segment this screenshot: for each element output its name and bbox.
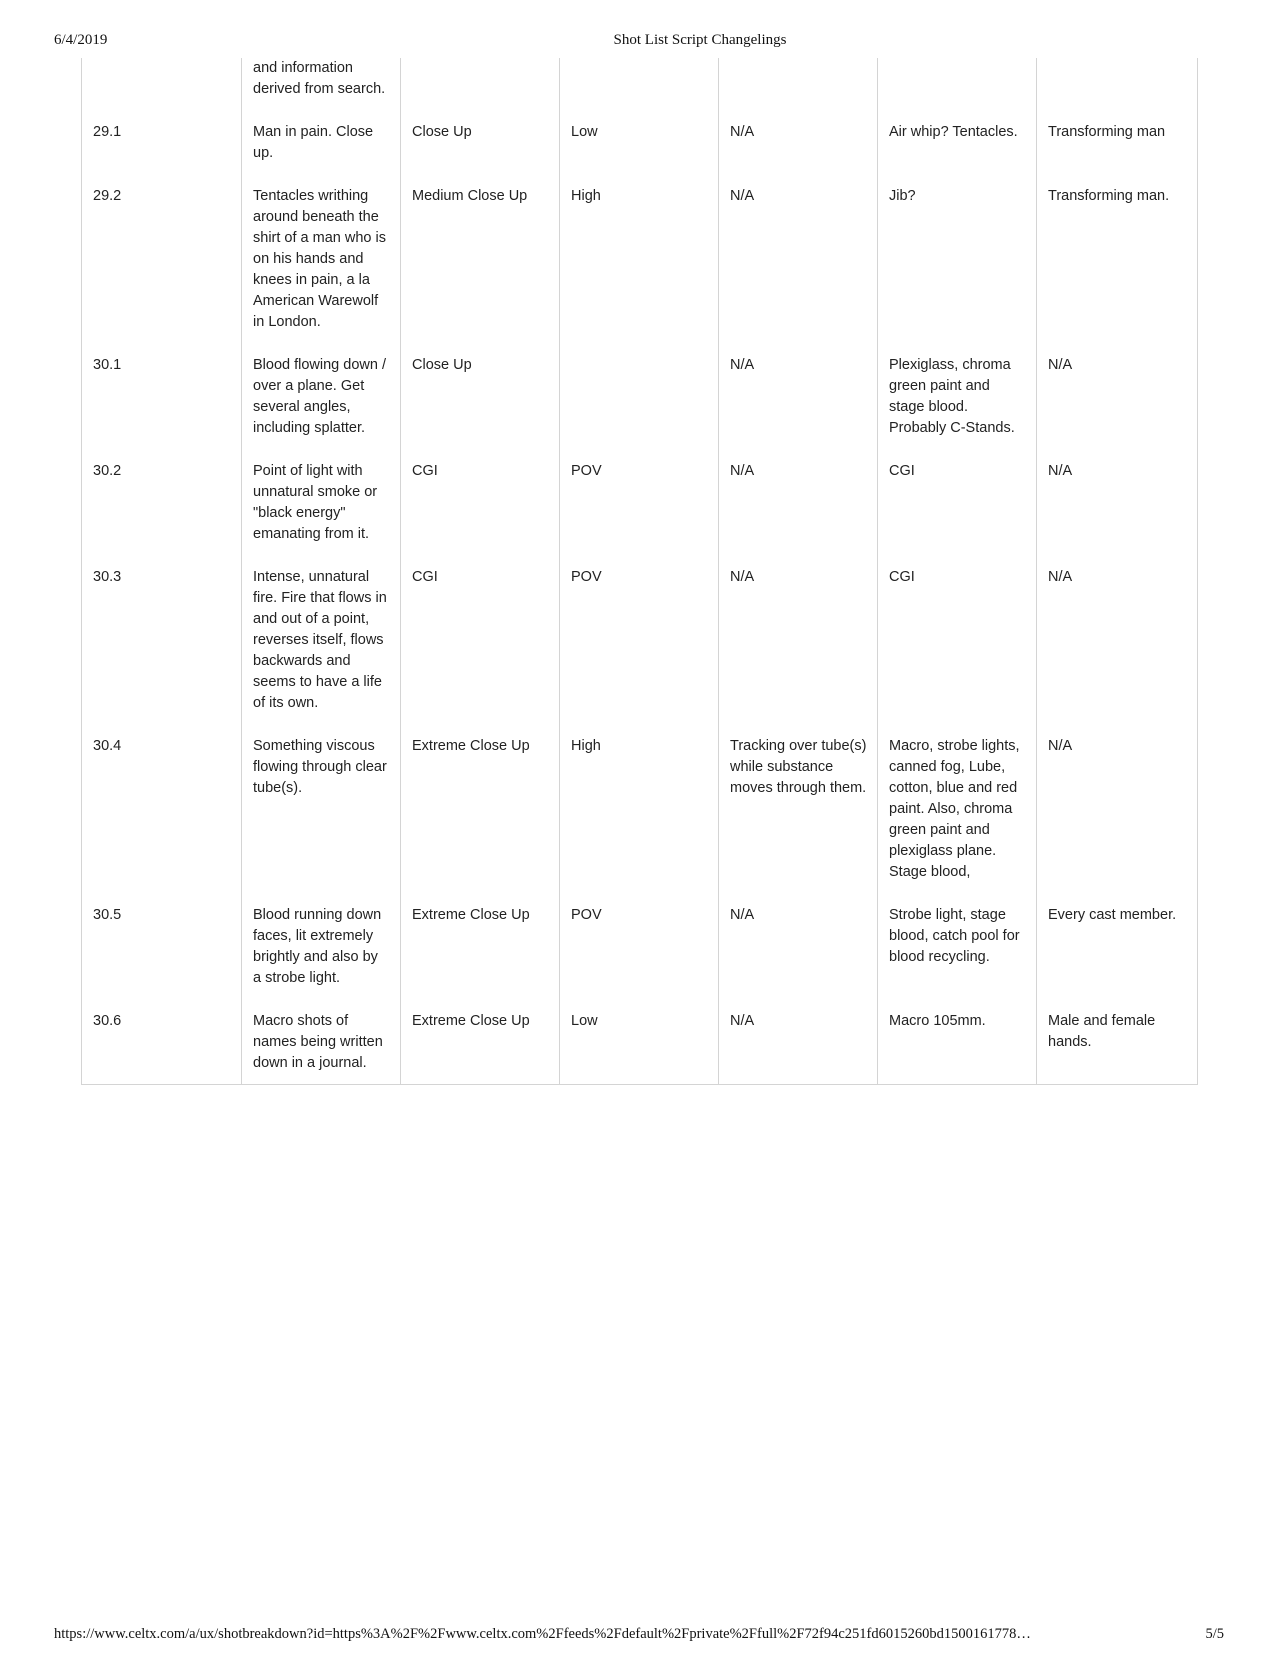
movement-cell: N/A <box>719 118 878 182</box>
shot-number-cell: 30.6 <box>82 1007 242 1085</box>
movement-cell: N/A <box>719 457 878 563</box>
cast-cell: N/A <box>1037 457 1198 563</box>
cast-cell: N/A <box>1037 732 1198 901</box>
table-row <box>82 351 1198 457</box>
equipment-cell <box>878 58 1037 118</box>
print-source-url: https://www.celtx.com/a/ux/shotbreakdown?id=https%3A%2F%2Fwww.celtx.com%2Ffeeds%2Fdefault%2Fprivate%2Ffull%2F72f94c251fd6015260bd1500161778… <box>54 1626 1031 1642</box>
movement-cell: N/A <box>719 182 878 351</box>
camera-angle-cell: High <box>560 732 719 901</box>
equipment-cell: Jib? <box>878 182 1037 351</box>
cast-cell: N/A <box>1037 563 1198 732</box>
shot-size-cell: Close Up <box>401 351 560 457</box>
description-cell: and information derived from search. <box>242 58 401 118</box>
table-row-continuation <box>82 58 1198 118</box>
cast-cell <box>1037 58 1198 118</box>
table-row <box>82 563 1198 732</box>
equipment-cell: Macro, strobe lights, canned fog, Lube, cotton, blue and red paint. Also, chroma green paint and plexiglass plane. Stage blood, <box>878 732 1037 901</box>
movement-cell: Tracking over tube(s) while substance moves through them. <box>719 732 878 901</box>
camera-angle-cell: POV <box>560 901 719 1007</box>
movement-cell: N/A <box>719 563 878 732</box>
movement-cell: N/A <box>719 1007 878 1085</box>
table-row <box>82 118 1198 182</box>
equipment-cell: Plexiglass, chroma green paint and stage blood. Probably C-Stands. <box>878 351 1037 457</box>
print-date: 6/4/2019 <box>54 32 108 48</box>
cast-cell: Transforming man. <box>1037 182 1198 351</box>
shot-list-table-container <box>81 58 1197 1085</box>
equipment-cell: Air whip? Tentacles. <box>878 118 1037 182</box>
page-number: 5/5 <box>1205 1626 1224 1642</box>
shot-number-cell: 29.2 <box>82 182 242 351</box>
shot-size-cell: Extreme Close Up <box>401 732 560 901</box>
shot-size-cell: Medium Close Up <box>401 182 560 351</box>
description-cell: Intense, unnatural fire. Fire that flows in and out of a point, reverses itself, flows backwards and seems to have a life of its own. <box>242 563 401 732</box>
camera-angle-cell: High <box>560 182 719 351</box>
equipment-cell: Strobe light, stage blood, catch pool for blood recycling. <box>878 901 1037 1007</box>
description-cell: Man in pain. Close up. <box>242 118 401 182</box>
shot-number-cell: 30.3 <box>82 563 242 732</box>
cast-cell: Transforming man <box>1037 118 1198 182</box>
table-row <box>82 457 1198 563</box>
shot-size-cell: CGI <box>401 563 560 732</box>
shot-size-cell: Close Up <box>401 118 560 182</box>
shot-number-cell: 30.4 <box>82 732 242 901</box>
shot-number-cell: 30.2 <box>82 457 242 563</box>
description-cell: Macro shots of names being written down in a journal. <box>242 1007 401 1085</box>
equipment-cell: CGI <box>878 563 1037 732</box>
movement-cell <box>719 58 878 118</box>
movement-cell: N/A <box>719 901 878 1007</box>
equipment-cell: Macro 105mm. <box>878 1007 1037 1085</box>
camera-angle-cell: Low <box>560 118 719 182</box>
shot-number-cell <box>82 58 242 118</box>
shot-list-table <box>81 58 1198 1085</box>
description-cell: Blood running down faces, lit extremely brightly and also by a strobe light. <box>242 901 401 1007</box>
shot-size-cell <box>401 58 560 118</box>
shot-number-cell: 30.5 <box>82 901 242 1007</box>
camera-angle-cell: Low <box>560 1007 719 1085</box>
cast-cell: Male and female hands. <box>1037 1007 1198 1085</box>
equipment-cell: CGI <box>878 457 1037 563</box>
description-cell: Point of light with unnatural smoke or "black energy" emanating from it. <box>242 457 401 563</box>
table-row <box>82 1007 1198 1085</box>
shot-number-cell: 29.1 <box>82 118 242 182</box>
camera-angle-cell <box>560 351 719 457</box>
table-row <box>82 182 1198 351</box>
camera-angle-cell <box>560 58 719 118</box>
movement-cell: N/A <box>719 351 878 457</box>
shot-size-cell: Extreme Close Up <box>401 1007 560 1085</box>
description-cell: Something viscous flowing through clear tube(s). <box>242 732 401 901</box>
table-row <box>82 732 1198 901</box>
cast-cell: N/A <box>1037 351 1198 457</box>
shot-size-cell: Extreme Close Up <box>401 901 560 1007</box>
camera-angle-cell: POV <box>560 457 719 563</box>
cast-cell: Every cast member. <box>1037 901 1198 1007</box>
page-title: Shot List Script Changelings <box>613 32 787 48</box>
description-cell: Tentacles writhing around beneath the shirt of a man who is on his hands and knees in pain, a la American Warewolf in London. <box>242 182 401 351</box>
shot-size-cell: CGI <box>401 457 560 563</box>
description-cell: Blood flowing down / over a plane. Get several angles, including splatter. <box>242 351 401 457</box>
camera-angle-cell: POV <box>560 563 719 732</box>
shot-number-cell: 30.1 <box>82 351 242 457</box>
table-row <box>82 901 1198 1007</box>
